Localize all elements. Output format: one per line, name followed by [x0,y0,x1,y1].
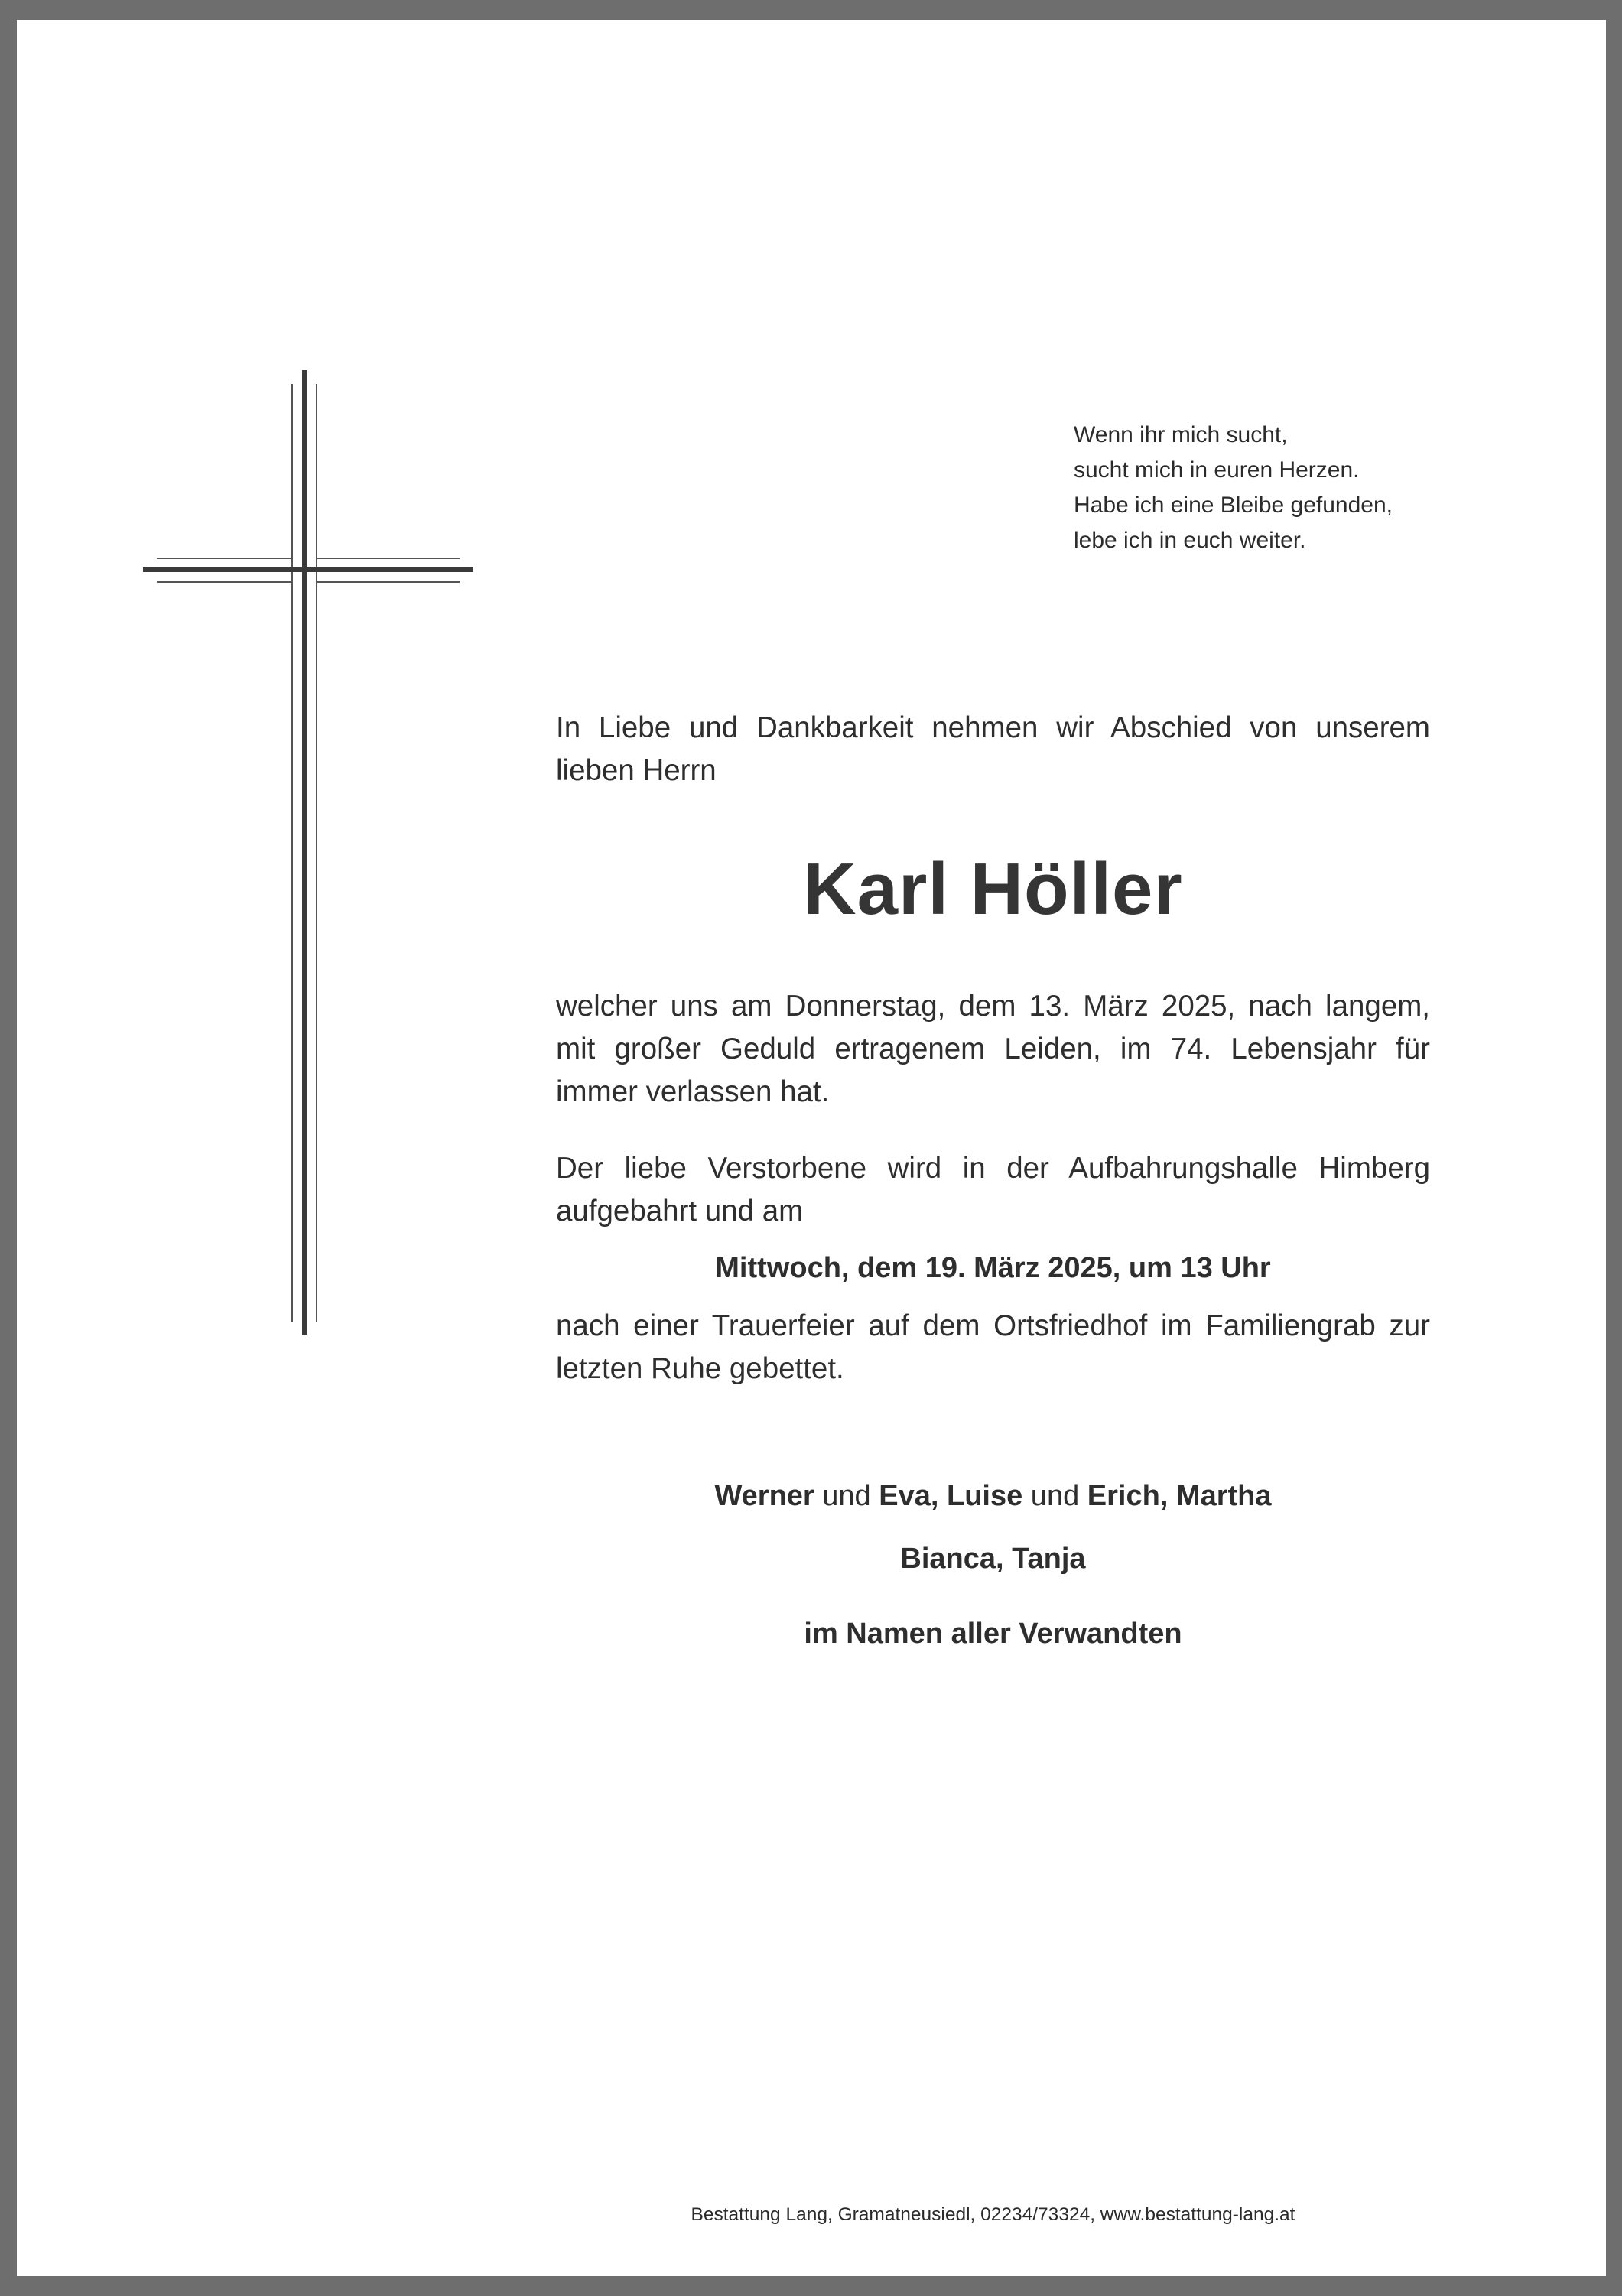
mourner-name: Eva, Luise [879,1480,1023,1512]
poem-line: Wenn ihr mich sucht, [1074,422,1288,447]
poem [1074,418,1533,558]
intro-text: In Liebe und Dankbarkeit nehmen wir Abschied von unserem lieben Herrn [556,711,1430,787]
death-notice: welcher uns am Donnerstag, dem 13. März 2025, nach langem, mit großer Geduld ertragenem Leiden, im 74. Lebensjahr für immer verlassen hat. [556,990,1430,1108]
mourner-name: Werner [714,1480,814,1512]
obituary-sheet [17,20,1606,2276]
mourners-grandchildren: Bianca, Tanja [900,1543,1086,1575]
burial-text: nach einer Trauerfeier auf dem Ortsfriedhof im Familiengrab zur letzten Ruhe gebettet. [556,1309,1430,1385]
conjunction: und [814,1480,879,1512]
poem-line: Habe ich eine Bleibe gefunden, [1074,493,1393,518]
funeral-date: Mittwoch, dem 19. März 2025, um 13 Uhr [715,1252,1271,1284]
funeral-home-footer: Bestattung Lang, Gramatneusiedl, 02234/73324, www.bestattung-lang.at [691,2204,1295,2225]
poem-line: lebe ich in euch weiter. [1074,528,1306,553]
deceased-name: Karl Höller [803,848,1183,930]
laid-out-text: Der liebe Verstorbene wird in der Aufbahrungshalle Himberg aufgebahrt und am [556,1152,1430,1228]
mourner-name: Erich, Martha [1087,1480,1272,1512]
conjunction: und [1022,1480,1087,1512]
poem-line: sucht mich in euren Herzen. [1074,457,1360,483]
mourners-family [556,1475,1430,1517]
cross-icon [143,370,473,1335]
mourners-relatives: im Namen aller Verwandten [804,1618,1182,1650]
